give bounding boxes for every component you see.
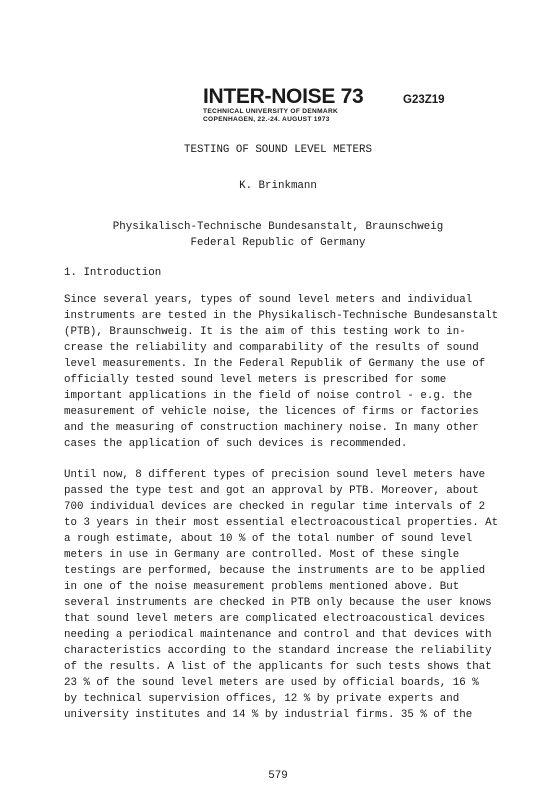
paragraph-line: 23 % of the sound level meters are used by official boards, 16 % [64, 677, 479, 689]
paragraph-line: instruments are tested in the Physikalisch-Technische Bundesanstalt [64, 310, 499, 322]
paper-code: G23Z19 [403, 94, 445, 106]
page-number: 579 [268, 770, 288, 782]
section-heading: 1. Introduction [64, 267, 162, 279]
paragraph-line: several instruments are checked in PTB only because the user knows [64, 597, 492, 609]
paragraph [64, 292, 504, 452]
paragraph-line: crease the reliability and comparability of the results of sound [64, 342, 479, 354]
paragraph-line: university institutes and 14 % by industrial firms. 35 % of the [64, 709, 473, 721]
paragraph-line: needing a periodical maintenance and control and that devices with [64, 629, 492, 641]
paragraph-line: and the measuring of construction machinery noise. In many other [64, 422, 479, 434]
affiliation-line-2: Federal Republic of Germany [190, 237, 366, 249]
paragraph-line: meters in use in Germany are controlled. Most of these single [64, 549, 460, 561]
paper-author: K. Brinkmann [239, 180, 317, 192]
paragraph-line: that sound level meters are complicated electroacoustical devices [64, 613, 486, 625]
paragraph-line: passed the type test and got an approval by PTB. Moreover, about [64, 485, 479, 497]
affiliation-line-1: Physikalisch-Technische Bundesanstalt, Braunschweig [112, 221, 444, 233]
paragraph-line: Until now, 8 different types of precision sound level meters have [64, 469, 486, 481]
conference-name: INTER-NOISE 73 [203, 85, 364, 108]
paragraph-line: in one of the noise measurement problems mentioned above. But [64, 581, 460, 593]
paragraph-line: cases the application of such devices is recommended. [64, 438, 408, 450]
paper-title: TESTING OF SOUND LEVEL METERS [184, 144, 372, 156]
paragraph-line: by technical supervision offices, 12 % by private experts and [64, 693, 460, 705]
conference-location-date: COPENHAGEN, 22.-24. AUGUST 1973 [203, 116, 330, 123]
paragraph-line: of the results. A list of the applicants for such tests shows that [64, 661, 492, 673]
paragraph-line: a rough estimate, about 10 % of the total number of sound level [64, 533, 473, 545]
paragraph-line: characteristics according to the standard increase the reliability [64, 645, 492, 657]
conference-institution: TECHNICAL UNIVERSITY OF DENMARK [203, 108, 339, 115]
conference-header [203, 86, 373, 124]
paragraph-line: measurement of vehicle noise, the licences of firms or factories [64, 406, 479, 418]
paragraph-line: level measurements. In the Federal Republik of Germany the use of [64, 358, 486, 370]
paragraph-line: to 3 years in their most essential electroacoustical properties. At [64, 517, 499, 529]
paragraph [64, 467, 504, 723]
paragraph-line: 700 individual devices are checked in regular time intervals of 2 [64, 501, 486, 513]
paragraph-line: Since several years, types of sound level meters and individual [64, 294, 473, 306]
paragraph-line: testings are performed, because the instruments are to be applied [64, 565, 486, 577]
paragraph-line: officially tested sound level meters is prescribed for some [64, 374, 447, 386]
paragraph-line: (PTB), Braunschweig. It is the aim of this testing work to in- [64, 326, 466, 338]
paragraph-line: important applications in the field of noise control - e.g. the [64, 390, 473, 402]
